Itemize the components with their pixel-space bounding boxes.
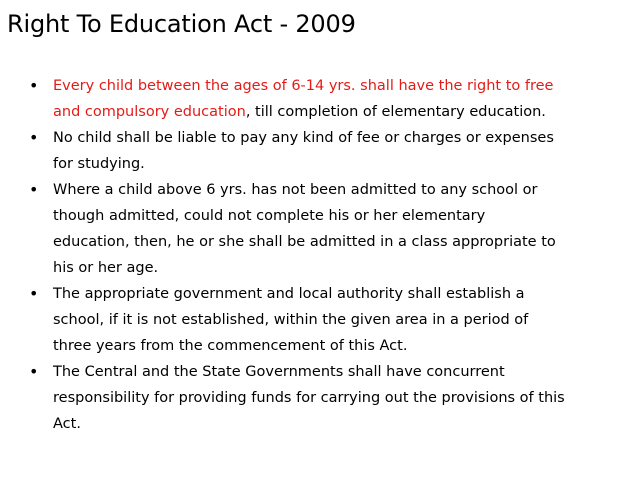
emphasis-text: Every child between the ages of 6-14 yrs. shall have the right to free <box>53 78 554 94</box>
bullet-line: No child shall be liable to pay any kind of fee or charges or expenses <box>53 130 554 146</box>
bullet-dot-icon: • <box>29 284 39 303</box>
bullet-dot-icon: • <box>29 128 39 147</box>
bullet-item-funding <box>28 359 618 437</box>
bullet-line: The appropriate government and local authority shall establish a <box>53 286 525 302</box>
bullet-line: for studying. <box>53 156 145 172</box>
bullet-list <box>28 73 618 437</box>
emphasis-text: and compulsory education <box>53 104 246 120</box>
bullet-line: education, then, he or she shall be admitted in a class appropriate to <box>53 234 556 250</box>
bullet-item-establish-school <box>28 281 618 359</box>
bullet-dot-icon: • <box>29 362 39 381</box>
bullet-line: school, if it is not established, within the given area in a period of <box>53 312 529 328</box>
bullet-line: The Central and the State Governments shall have concurrent <box>53 364 505 380</box>
bullet-line: responsibility for providing funds for carrying out the provisions of this <box>53 390 565 406</box>
bullet-item-right-to-education <box>28 73 618 125</box>
bullet-dot-icon: • <box>29 180 39 199</box>
bullet-line: three years from the commencement of this Act. <box>53 338 408 354</box>
bullet-item-admission-age <box>28 177 618 281</box>
slide-title: Right To Education Act - 2009 <box>7 10 356 38</box>
bullet-line: his or her age. <box>53 260 159 276</box>
bullet-line <box>53 73 618 99</box>
bullet-line <box>53 99 618 125</box>
bullet-line: though admitted, could not complete his or her elementary <box>53 208 486 224</box>
bullet-line: Where a child above 6 yrs. has not been admitted to any school or <box>53 182 538 198</box>
bullet-line: Act. <box>53 416 81 432</box>
bullet-text: , till completion of elementary education. <box>245 104 546 120</box>
bullet-item-no-fee <box>28 125 618 177</box>
bullet-dot-icon: • <box>29 76 39 95</box>
